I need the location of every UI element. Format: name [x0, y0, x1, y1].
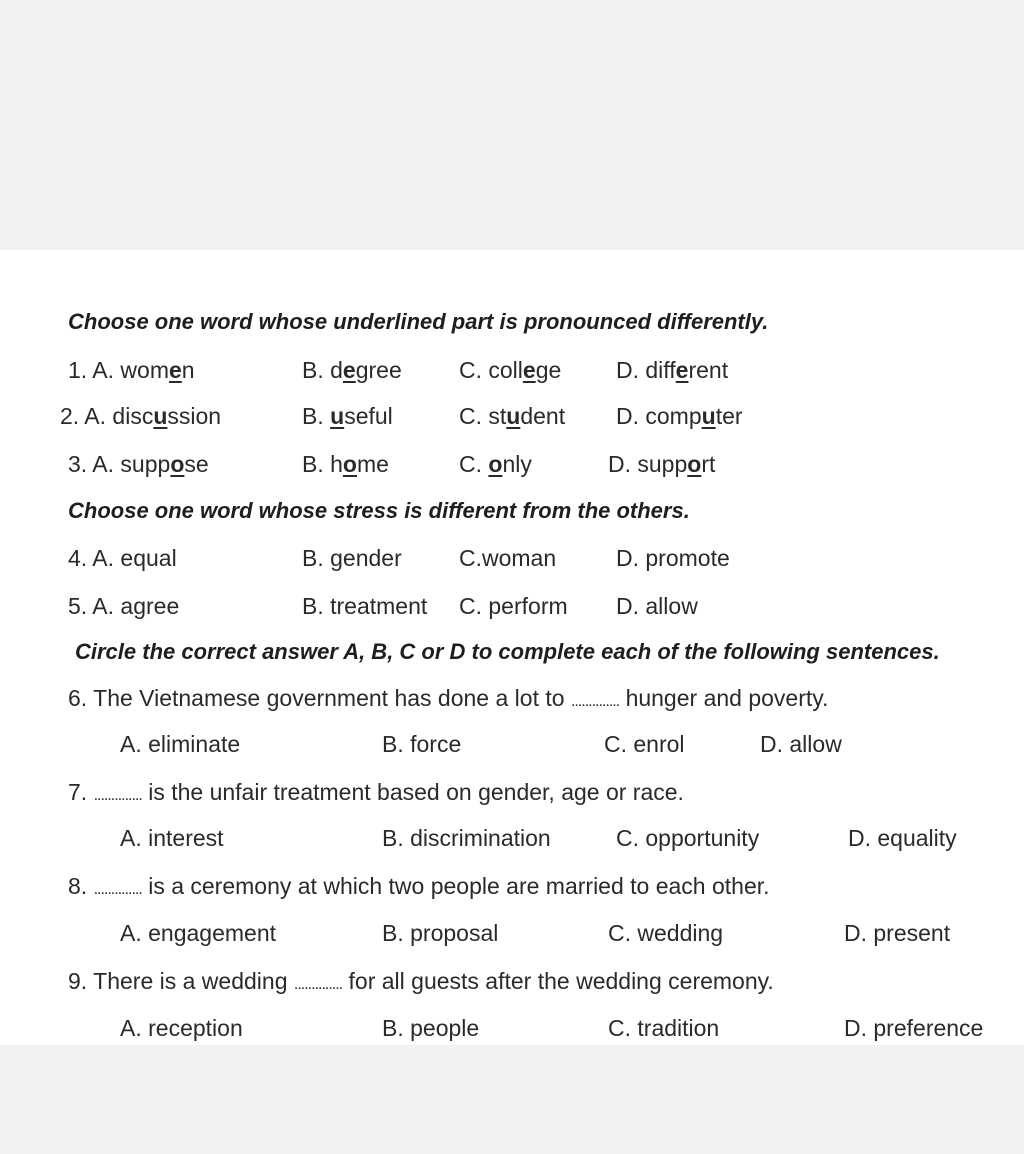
q4-option-a: 4. A. equal — [68, 545, 177, 571]
q3-option-a: 3. A. suppose — [68, 451, 209, 477]
q1-option-d: D. different — [616, 357, 729, 383]
q8-option-c: C. wedding — [608, 920, 724, 946]
q7-blank: .............. — [93, 787, 142, 804]
q5-option-b: B. treatment — [302, 593, 428, 619]
q4-option-b: B. gender — [302, 545, 402, 571]
q1-option-a: 1. A. women — [68, 357, 195, 383]
q9-blank: .............. — [293, 976, 343, 993]
q5-option-d: D. allow — [616, 593, 698, 619]
q7-stem: 7. .............. is the unfair treatment based on gender, age or race. — [68, 779, 684, 805]
q5-option-a: 5. A. agree — [68, 593, 180, 619]
q6-blank: .............. — [570, 693, 620, 710]
q2-option-b: B. useful — [302, 403, 393, 429]
q8-stem: 8. .............. is a ceremony at which two people are married to each other. — [68, 873, 770, 899]
q9-option-c: C. tradition — [608, 1015, 720, 1041]
q6-option-b: B. force — [382, 731, 462, 757]
q1-option-c: C. college — [459, 357, 562, 383]
q3-option-c: C. only — [459, 451, 532, 477]
q2-option-a: 2. A. discussion — [60, 403, 222, 429]
q8-option-b: B. proposal — [382, 920, 499, 946]
q8-option-d: D. present — [844, 920, 951, 946]
q9-option-d: D. preference — [844, 1015, 984, 1041]
section-heading-stress: Choose one word whose stress is different from the others. — [68, 498, 690, 523]
q5-option-c: C. perform — [459, 593, 568, 619]
q3-option-b: B. home — [302, 451, 389, 477]
q1-option-b: B. degree — [302, 357, 402, 383]
q7-option-d: D. equality — [848, 825, 957, 851]
q6-stem: 6. The Vietnamese government has done a lot to .............. hunger and poverty. — [68, 685, 829, 711]
q7-option-a: A. interest — [120, 825, 224, 851]
q7-option-c: C. opportunity — [616, 825, 760, 851]
q8-blank: .............. — [93, 881, 142, 898]
q2-option-d: D. computer — [616, 403, 743, 429]
section-heading-pronunciation: Choose one word whose underlined part is pronounced differently. — [68, 309, 769, 334]
q6-option-c: C. enrol — [604, 731, 685, 757]
q7-option-b: B. discrimination — [382, 825, 551, 851]
section-heading-sentences: Circle the correct answer A, B, C or D to complete each of the following sentences. — [75, 639, 940, 664]
q8-option-a: A. engagement — [120, 920, 277, 946]
q9-option-b: B. people — [382, 1015, 480, 1041]
q9-stem: 9. There is a wedding .............. for all guests after the wedding ceremony. — [68, 968, 774, 994]
q3-option-d: D. support — [608, 451, 716, 477]
q4-option-c: C.woman — [459, 545, 557, 571]
q9-option-a: A. reception — [120, 1015, 243, 1041]
q6-option-d: D. allow — [760, 731, 842, 757]
q6-option-a: A. eliminate — [120, 731, 241, 757]
q2-option-c: C. student — [459, 403, 566, 429]
q4-option-d: D. promote — [616, 545, 730, 571]
